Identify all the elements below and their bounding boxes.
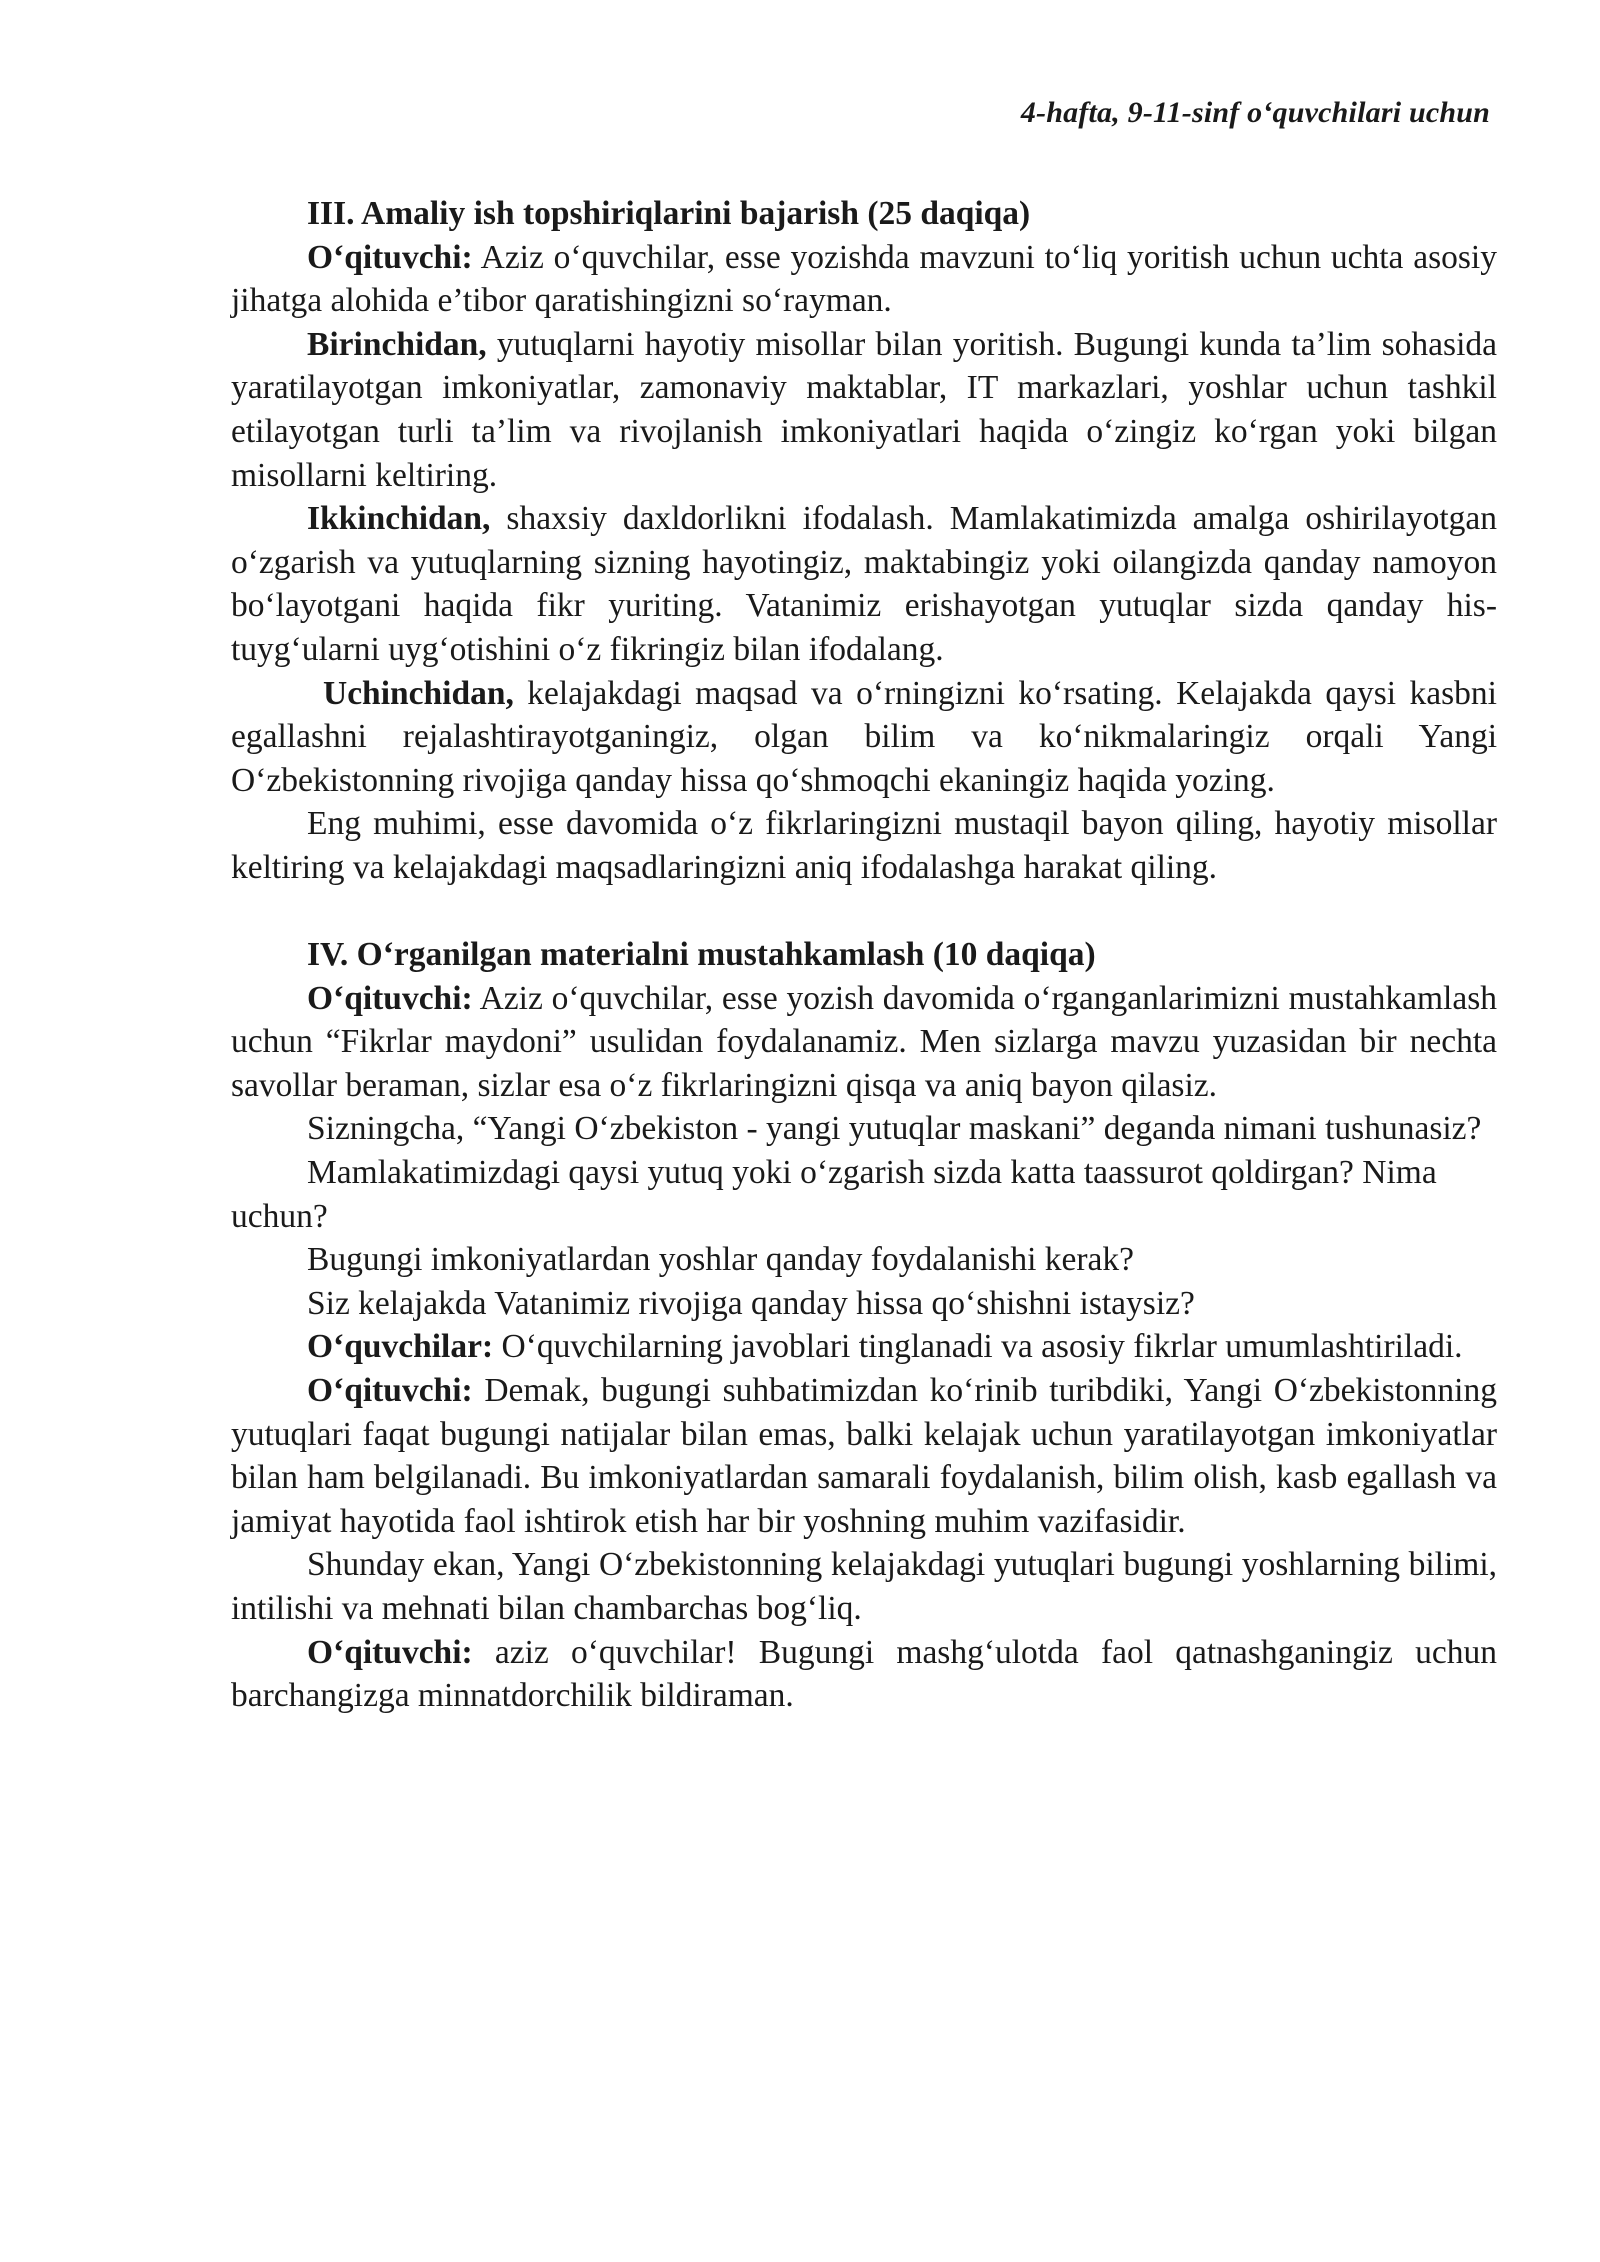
page-header: 4-hafta, 9-11-sinf o‘quvchilari uchun [1020, 96, 1490, 129]
question-3: Bugungi imkoniyatlardan yoshlar qanday foydalanishi kerak? [307, 1241, 1135, 1279]
paragraph-text: shaxsiy daxldorlikni ifodalash. Mamlakatimizda amalga oshirilayotgan o‘zgarish va yutuqlarning sizning hayotingiz, maktabingiz yoki oilangizda qanday namoyon bo‘layotgani haqida fikr yuriting. Vatanimiz erishayotgan yutuqlar sizda qanday his-tuyg‘ularni uyg‘otishini o‘z fikringiz bilan ifodalang. [231, 500, 1497, 668]
paragraph-lead: Birinchidan, [307, 325, 487, 363]
speaker-label: O‘qituvchi: [307, 238, 473, 276]
speaker-label: O‘qituvchi: [307, 1372, 473, 1410]
section-3-heading: III. Amaliy ish topshiriqlarini bajarish (25 daqiqa) [307, 195, 1031, 232]
section-spacer [231, 890, 1497, 934]
paragraph-text: yutuqlarni hayotiy misollar bilan yoritish. Bugungi kunda ta’lim sohasida yaratilayotgan imkoniyatlar, zamonaviy maktablar, IT markazlari, yoshlar uchun tashkil etilayotgan turli ta’lim va rivojlanish imkoniyatlari haqida o‘zingiz ko‘rgan yoki bilgan misollarni keltiring. [231, 325, 1497, 494]
section-4-paragraph-closing: Shunday ekan, Yangi O‘zbekistonning kelajakdagi yutuqlari bugungi yoshlarning bilimi, intilishi va mehnati bilan chambarchas bog‘liq. [231, 1546, 1497, 1627]
section-3-paragraph-teacher [231, 236, 1497, 323]
section-3-paragraph-summary: Eng muhimi, esse davomida o‘z fikrlaringizni mustaqil bayon qiling, hayotiy misollar keltiring va kelajakdagi maqsadlaringizni aniq ifodalashga harakat qiling. [231, 805, 1497, 886]
question-1: Sizningcha, “Yangi O‘zbekiston - yangi yutuqlar maskani” deganda nimani tushunasiz? [307, 1110, 1482, 1148]
paragraph-text: Demak, bugungi suhbatimizdan ko‘rinib turibdiki, Yangi O‘zbekistonning yutuqlari faqat bugungi natijalar bilan emas, balki kelajak uchun yaratilayotgan imkoniyatlar bilan ham belgilanadi. Bu imkoniyatlardan samarali foydalanish, bilim olish, kasb egallash va jamiyat hayotida faol ishtirok etish har bir yoshning muhim vazifasidir. [231, 1372, 1497, 1540]
paragraph-lead: Ikkinchidan, [307, 500, 491, 538]
section-3-paragraph-first [231, 323, 1497, 497]
paragraph-text: Aziz o‘quvchilar, esse yozish davomida o‘rganganlarimizni mustahkamlash uchun “Fikrlar maydoni” usulidan foydalanamiz. Men sizlarga mavzu yuzasidan bir nechta savollar beraman, sizlar esa o‘z fikrlaringizni qisqa va aniq bayon qilasiz. [231, 979, 1497, 1104]
document-body [231, 192, 1497, 1718]
section-4-heading: IV. O‘rganilgan materialni mustahkamlash (10 daqiqa) [307, 936, 1096, 974]
paragraph-text: O‘quvchilarning javoblari tinglanadi va asosiy fikrlar umumlashtiriladi. [493, 1328, 1463, 1366]
section-3-paragraph-third [231, 672, 1497, 803]
section-4-paragraph-teacher-conclusion [231, 1369, 1497, 1543]
paragraph-text: Aziz o‘quvchilar, esse yozishda mavzuni to‘liq yoritish uchun uchta asosiy jihatga alohida e’tibor qaratishingizni so‘rayman. [231, 238, 1497, 320]
section-4-paragraph-thanks [231, 1631, 1497, 1718]
section-4-paragraph-students [231, 1325, 1497, 1369]
question-4: Siz kelajakda Vatanimiz rivojiga qanday hissa qo‘shishni istaysiz? [307, 1284, 1195, 1322]
question-2: Mamlakatimizdagi qaysi yutuq yoki o‘zgarish sizda katta taassurot qoldirgan? Nima uchun? [231, 1154, 1437, 1235]
speaker-label: O‘quvchilar: [307, 1328, 494, 1366]
paragraph-text: kelajakdagi maqsad va o‘rningizni ko‘rsating. Kelajakda qaysi kasbni egallashni rejalashtirayotganingiz, olgan bilim va ko‘nikmalaringiz orqali Yangi O‘zbekistonning rivojiga qanday hissa qo‘shmoqchi ekaningiz haqida yozing. [231, 674, 1497, 799]
section-4-paragraph-teacher [231, 977, 1497, 1108]
speaker-label: O‘qituvchi: [307, 979, 473, 1017]
paragraph-lead: Uchinchidan, [323, 674, 514, 712]
section-3-paragraph-second [231, 497, 1497, 671]
speaker-label: O‘qituvchi: [307, 1633, 473, 1671]
paragraph-text: aziz o‘quvchilar! Bugungi mashg‘ulotda faol qatnashganingiz uchun barchangizga minnatdorchilik bildiraman. [231, 1633, 1497, 1715]
